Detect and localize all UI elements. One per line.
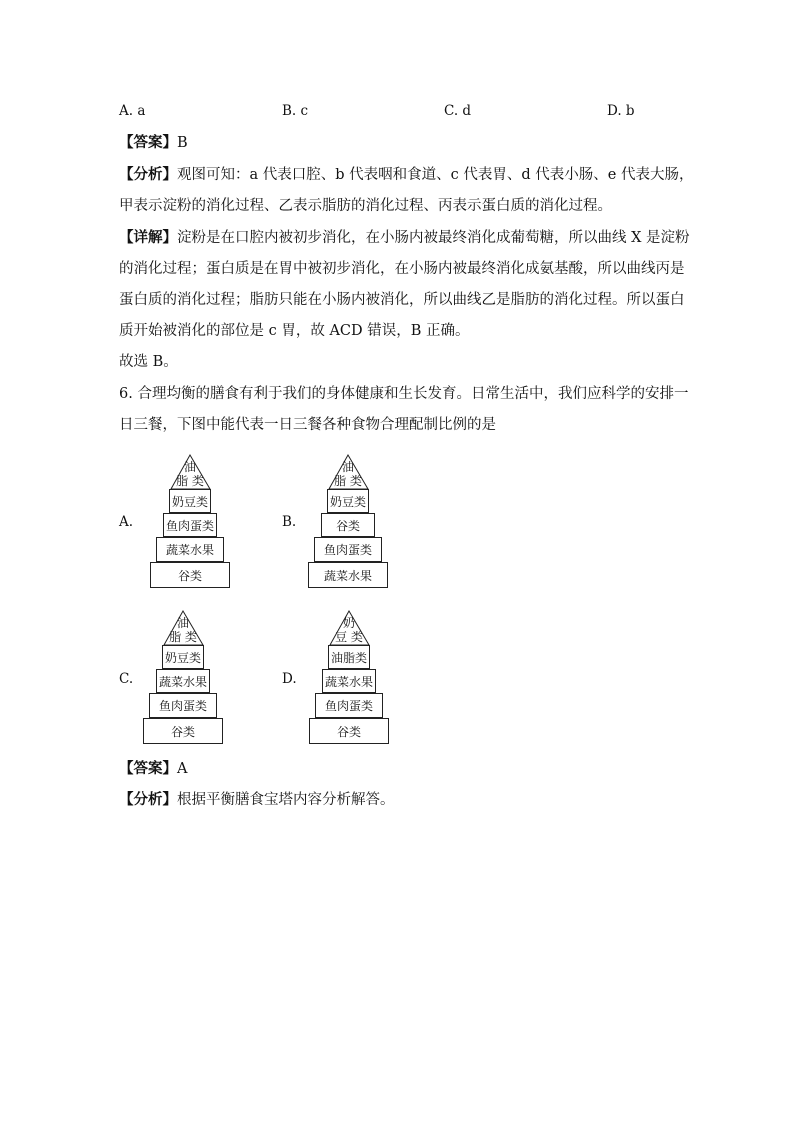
answer-tag: 【答案】: [119, 760, 177, 777]
option-b: B. c: [282, 103, 309, 119]
level-3: 蔬菜水果: [322, 669, 376, 693]
answer-value: B: [177, 135, 188, 151]
analysis-text: 观图可知：a 代表口腔、b 代表咽和食道、c 代表胃、d 代表小肠、e 代表大肠，: [177, 167, 694, 183]
level-1: 谷类: [143, 718, 223, 744]
answer-tag: 【答案】: [119, 134, 177, 151]
q5-detail-line-3: 蛋白质的消化过程；脂肪只能在小肠内被消化，所以曲线乙是脂肪的消化过程。所以蛋白: [119, 292, 685, 308]
q5-detail-line-2: 的消化过程；蛋白质是在胃中被初步消化，在小肠内被最终消化成氨基酸，所以曲线丙是: [119, 261, 685, 277]
level-2: 鱼肉蛋类: [315, 693, 383, 718]
pyramid-d: [309, 610, 389, 744]
pyramid-b: [308, 454, 388, 588]
roof-text-2: 脂 类: [169, 630, 197, 644]
level-2: 鱼肉蛋类: [149, 693, 217, 718]
q5-conclusion: 故选 B。: [119, 354, 178, 370]
q6-stem-line-2: 日三餐，下图中能代表一日三餐各种食物合理配制比例的是: [119, 417, 496, 433]
q6-analysis-line: [119, 790, 395, 810]
level-4: 油脂类: [328, 645, 370, 669]
q5-analysis-line-1: [119, 165, 693, 185]
pyramid-b-label: B.: [282, 514, 297, 530]
level-4: 奶豆类: [169, 489, 211, 513]
option-a: A. a: [119, 103, 146, 119]
level-3: 谷类: [321, 513, 375, 537]
q5-analysis-line-2: 甲表示淀粉的消化过程、乙表示脂肪的消化过程、丙表示蛋白质的消化过程。: [119, 198, 612, 214]
option-c: C. d: [444, 103, 472, 119]
level-3: 蔬菜水果: [156, 669, 210, 693]
q5-answer-line: [119, 133, 188, 153]
detail-text: 淀粉是在口腔内被初步消化，在小肠内被最终消化成葡萄糖，所以曲线 X 是淀粉: [177, 230, 690, 246]
q5-detail-line-1: [119, 228, 690, 248]
analysis-tag: 【分析】: [119, 166, 177, 183]
level-2: 蔬菜水果: [156, 537, 224, 562]
pyramid-c: [143, 610, 223, 744]
roof-text-2: 脂 类: [334, 474, 362, 488]
roof-text-2: 脂 类: [176, 474, 204, 488]
answer-value: A: [177, 761, 188, 777]
analysis-tag: 【分析】: [119, 791, 177, 808]
q5-detail-line-4: 质开始被消化的部位是 c 胃，故 ACD 错误，B 正确。: [119, 323, 470, 339]
roof-text-2: 豆 类: [335, 630, 363, 644]
level-1: 谷类: [150, 562, 230, 588]
detail-tag: 【详解】: [119, 229, 177, 246]
roof-text-1: 油: [176, 616, 189, 630]
level-2: 鱼肉蛋类: [314, 537, 382, 562]
q6-answer-line: [119, 759, 187, 779]
roof-text-1: 油: [183, 460, 196, 474]
roof-text-1: 奶: [342, 616, 355, 630]
level-4: 奶豆类: [327, 489, 369, 513]
pyramid-a: [150, 454, 230, 588]
pyramid-a-label: A.: [119, 514, 134, 530]
q6-stem-line-1: 6. 合理均衡的膳食有利于我们的身体健康和生长发育。日常生活中，我们应科学的安排一: [119, 386, 689, 402]
pyramid-c-label: C.: [119, 671, 134, 687]
pyramid-d-label: D.: [282, 671, 297, 687]
level-3: 鱼肉蛋类: [163, 513, 217, 537]
level-4: 奶豆类: [162, 645, 204, 669]
roof-text-1: 油: [341, 460, 354, 474]
level-1: 蔬菜水果: [308, 562, 388, 588]
option-d: D. b: [607, 103, 635, 119]
analysis-text: 根据平衡膳食宝塔内容分析解答。: [177, 792, 395, 808]
level-1: 谷类: [309, 718, 389, 744]
